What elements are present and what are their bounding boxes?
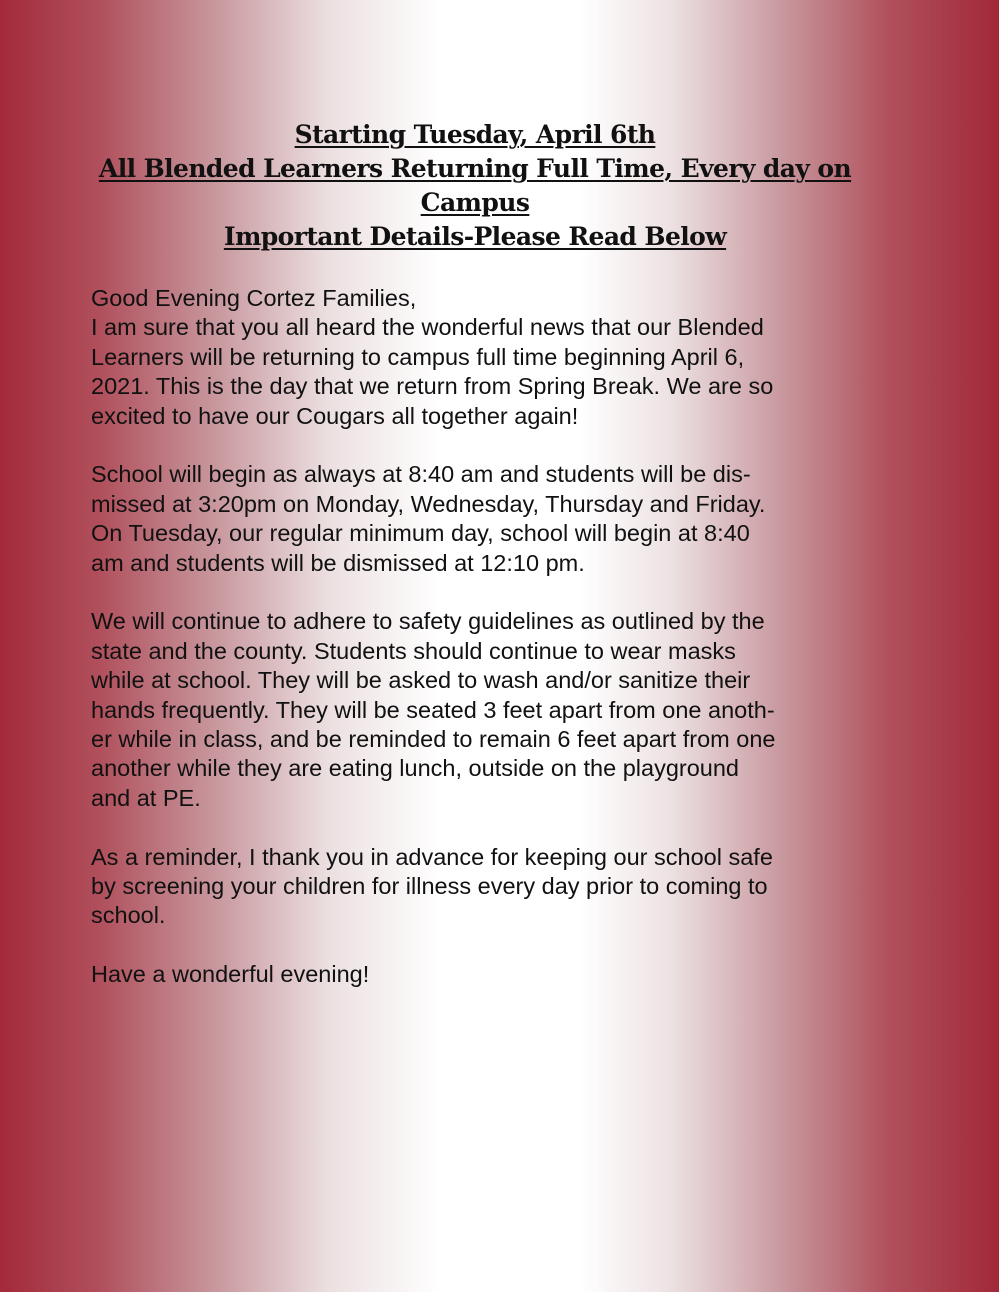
text-line: another while they are eating lunch, outside on the playground — [91, 755, 740, 782]
paragraph-closing — [91, 960, 861, 989]
headline-block — [90, 118, 860, 254]
headline-announcement-continued: Campus — [420, 188, 530, 217]
text-line: School will begin as always at 8:40 am and students will be dis- — [91, 461, 751, 488]
paragraph-intro — [91, 284, 861, 431]
text-line: excited to have our Cougars all together again! — [91, 402, 579, 429]
text-line: 2021. This is the day that we return from Spring Break. We are so — [91, 373, 774, 400]
text-line: while at school. They will be asked to wash and/or sanitize their — [91, 667, 751, 694]
text-line: am and students will be dismissed at 12:10 pm. — [91, 549, 585, 576]
text-line: school. — [91, 902, 166, 929]
text-line: er while in class, and be reminded to remain 6 feet apart from one — [91, 726, 776, 753]
text-line: by screening your children for illness every day prior to coming to — [91, 873, 768, 900]
headline-announcement: All Blended Learners Returning Full Time, Every day on — [98, 154, 852, 183]
letter-body — [91, 284, 861, 1019]
text-line: As a reminder, I thank you in advance for keeping our school safe — [91, 843, 773, 870]
closing: Have a wonderful evening! — [91, 961, 370, 988]
text-line: Learners will be returning to campus full time beginning April 6, — [91, 343, 745, 370]
paragraph-reminder — [91, 843, 861, 931]
headline-date: Starting Tuesday, April 6th — [294, 120, 656, 149]
text-line: hands frequently. They will be seated 3 feet apart from one anoth- — [91, 696, 775, 723]
paragraph-safety — [91, 607, 861, 813]
text-line: We will continue to adhere to safety guidelines as outlined by the — [91, 608, 765, 635]
headline-important-details: Important Details-Please Read Below — [223, 222, 727, 251]
text-line: On Tuesday, our regular minimum day, school will begin at 8:40 — [91, 520, 750, 547]
text-line: state and the county. Students should continue to wear masks — [91, 637, 736, 664]
text-line: and at PE. — [91, 784, 201, 811]
text-line: missed at 3:20pm on Monday, Wednesday, Thursday and Friday. — [91, 490, 766, 517]
greeting: Good Evening Cortez Families, — [91, 285, 417, 311]
text-line: I am sure that you all heard the wonderful news that our Blended — [91, 314, 764, 341]
paragraph-schedule — [91, 460, 861, 578]
